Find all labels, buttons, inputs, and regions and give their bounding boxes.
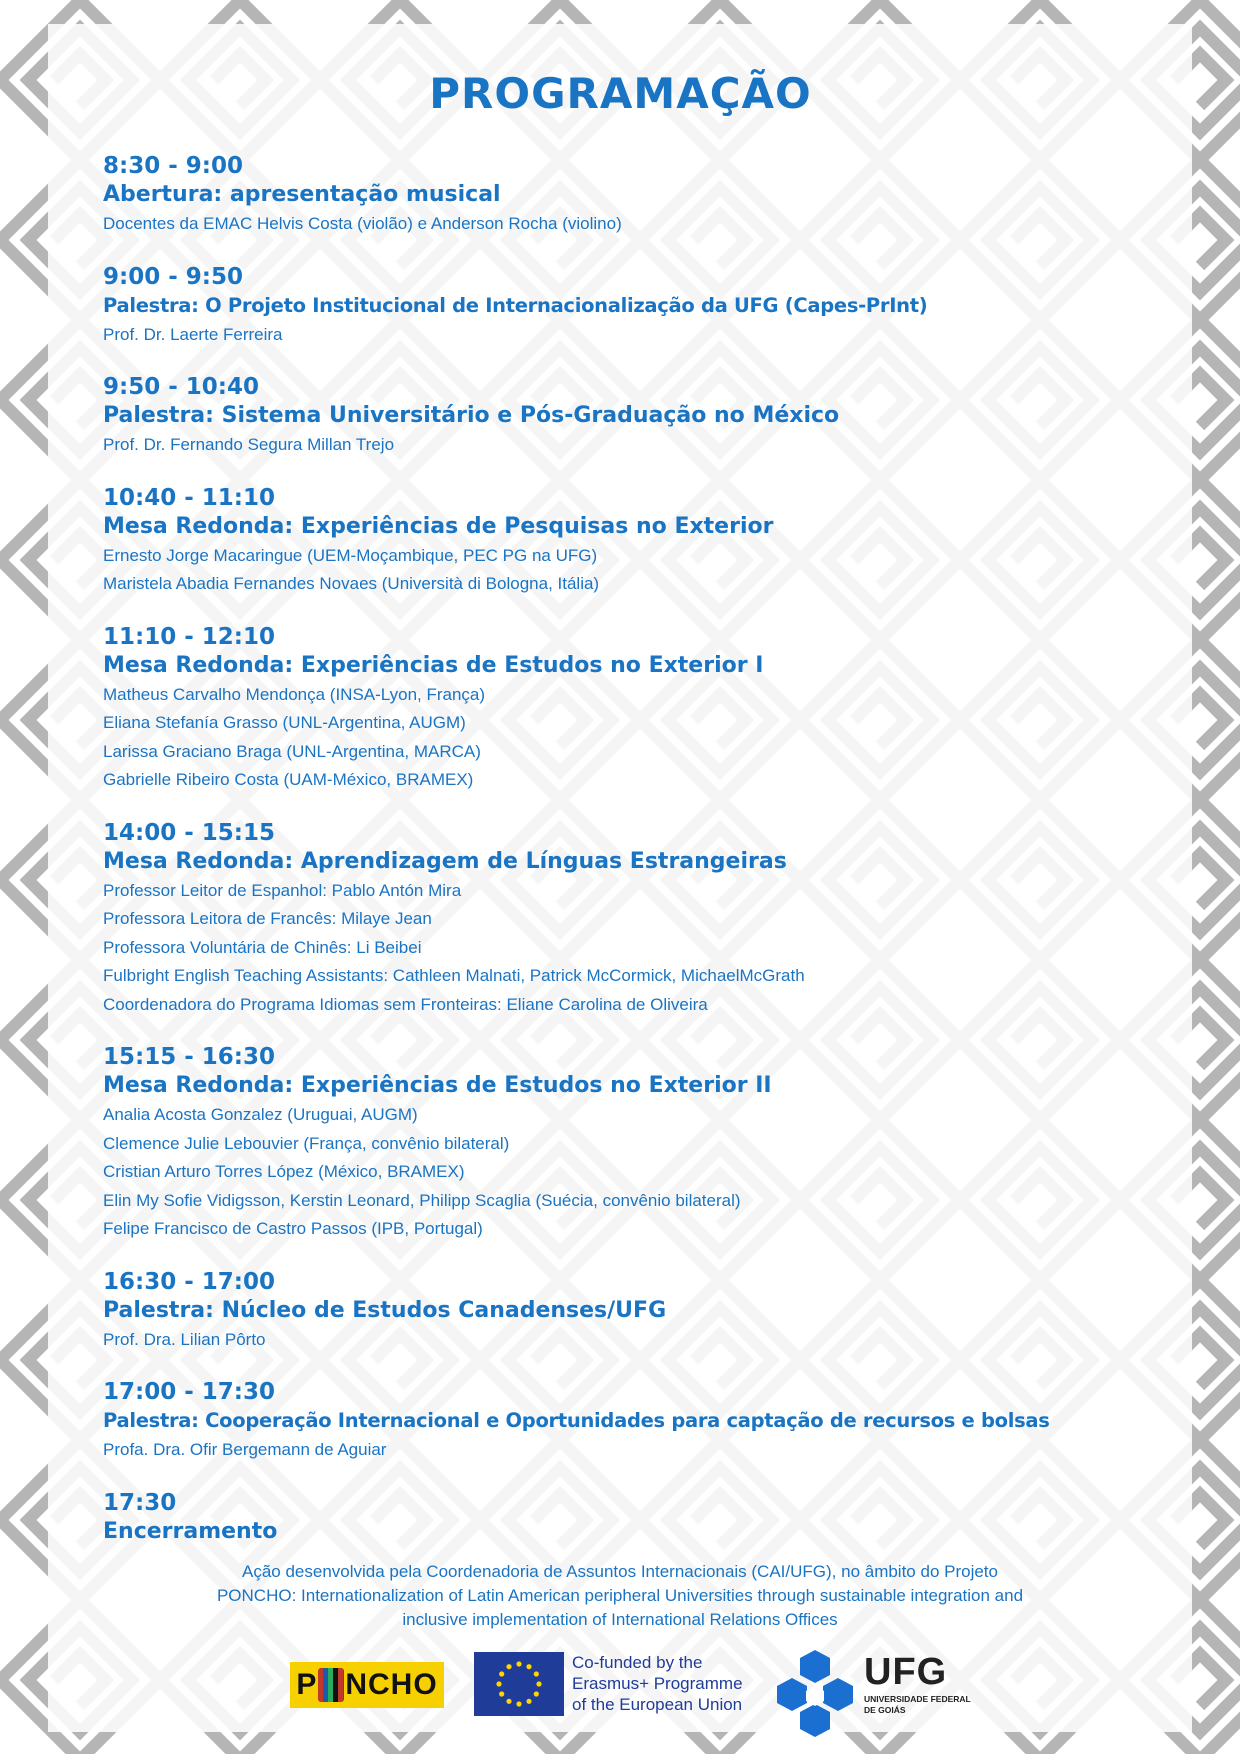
- session-speaker: Matheus Carvalho Mendonça (INSA-Lyon, França): [103, 684, 486, 704]
- session-speaker: Eliana Stefanía Grasso (UNL-Argentina, AUGM): [103, 713, 466, 732]
- session-time: 17:30: [103, 1489, 177, 1516]
- footer-line: Ação desenvolvida pela Coordenadoria de Assuntos Internacionais (CAI/UFG), no âmbito do Projeto: [242, 1562, 998, 1581]
- eu-flag-icon: [474, 1652, 564, 1716]
- session-speaker: Gabrielle Ribeiro Costa (UAM-México, BRAMEX): [103, 770, 474, 789]
- session-speaker: Ernesto Jorge Macaringue (UEM-Moçambique, PEC PG na UFG): [103, 545, 598, 565]
- session-block: [103, 152, 1183, 239]
- eu-star-icon: [516, 1661, 521, 1666]
- session-block: [103, 623, 1183, 795]
- session-speaker: Cristian Arturo Torres López (México, BRAMEX): [103, 1162, 465, 1181]
- session-speaker: Coordenadora do Programa Idiomas sem Fronteiras: Eliane Carolina de Oliveira: [103, 994, 708, 1014]
- session-time: 8:30 - 9:00: [103, 153, 243, 179]
- session-speaker: Larissa Graciano Braga (UNL-Argentina, MARCA): [103, 741, 481, 761]
- session-speaker: Professora Leitora de Francês: Milaye Jean: [103, 909, 432, 928]
- poncho-logo: [290, 1662, 444, 1708]
- session-block: [103, 819, 1183, 1020]
- session-speaker: Professor Leitor de Espanhol: Pablo Antón Mira: [103, 880, 462, 900]
- session-title: Palestra: Sistema Universitário e Pós-Graduação no México: [103, 403, 840, 428]
- session-speaker: Profa. Dra. Ofir Bergemann de Aguiar: [103, 1440, 387, 1459]
- session-block: [103, 263, 1183, 350]
- session-block: [103, 1268, 1183, 1355]
- session-speaker: Prof. Dr. Laerte Ferreira: [103, 324, 283, 344]
- session-time: 17:00 - 17:30: [103, 1379, 275, 1405]
- session-title: Palestra: Cooperação Internacional e Oportunidades para captação de recursos e bolsas: [103, 1409, 1050, 1432]
- session-title: Mesa Redonda: Experiências de Estudos no Exterior II: [103, 1073, 772, 1098]
- session-speaker: Fulbright English Teaching Assistants: Cathleen Malnati, Patrick McCormick, MichaelMcGrath: [103, 966, 805, 985]
- session-title: Encerramento: [103, 1518, 278, 1544]
- session-title: Mesa Redonda: Aprendizagem de Línguas Estrangeiras: [103, 848, 787, 874]
- eu-star-icon: [499, 1671, 504, 1676]
- eu-star-icon: [536, 1681, 541, 1686]
- session-time: 9:50 - 10:40: [103, 374, 259, 400]
- session-speaker: Maristela Abadia Fernandes Novaes (Università di Bologna, Itália): [103, 574, 600, 593]
- logo-bar: [0, 1648, 1240, 1732]
- eu-star-icon: [526, 1664, 531, 1669]
- session-speaker: Felipe Francisco de Castro Passos (IPB, Portugal): [103, 1219, 483, 1238]
- session-time: 15:15 - 16:30: [103, 1044, 275, 1070]
- session-speaker: Clemence Julie Lebouvier (França, convênio bilateral): [103, 1133, 510, 1153]
- poncho-pattern-icon: [318, 1668, 344, 1702]
- eu-star-icon: [516, 1701, 521, 1706]
- session-title: Palestra: O Projeto Institucional de Internacionalização da UFG (Capes-PrInt): [103, 293, 928, 317]
- ufg-wordmark: UFG: [864, 1651, 948, 1693]
- session-time: 9:00 - 9:50: [103, 263, 243, 290]
- eu-star-icon: [496, 1681, 501, 1686]
- session-list: [103, 152, 1183, 1547]
- ufg-hexagon-logo-icon: [770, 1648, 860, 1738]
- session-time: 14:00 - 15:15: [103, 819, 275, 846]
- footer-line: PONCHO: Internationalization of Latin American peripheral Universities through sustainable integration and: [216, 1586, 1024, 1605]
- program-content: [103, 64, 1183, 1571]
- eu-star-icon: [534, 1691, 539, 1696]
- footer-line: inclusive implementation of International Relations Offices: [402, 1610, 838, 1629]
- session-speaker: Docentes da EMAC Helvis Costa (violão) e Anderson Rocha (violino): [103, 214, 622, 233]
- session-title: Mesa Redonda: Experiências de Pesquisas no Exterior: [103, 513, 774, 539]
- session-speaker: Professora Voluntária de Chinês: Li Beibei: [103, 937, 422, 957]
- eu-star-icon: [526, 1699, 531, 1704]
- session-speaker: Prof. Dr. Fernando Segura Millan Trejo: [103, 435, 395, 454]
- eu-star-icon: [506, 1699, 511, 1704]
- eu-text-line: of the European Union: [572, 1695, 743, 1714]
- session-block: [103, 1043, 1183, 1244]
- session-time: 10:40 - 11:10: [103, 484, 275, 511]
- session-time: 11:10 - 12:10: [103, 623, 275, 650]
- session-block: [103, 373, 1183, 460]
- session-block: [103, 1378, 1183, 1465]
- ufg-subtitle: UNIVERSIDADE FEDERAL DE GOIÁS: [864, 1694, 971, 1715]
- session-time: 16:30 - 17:00: [103, 1268, 275, 1295]
- session-block: [103, 1489, 1183, 1547]
- session-title: Mesa Redonda: Experiências de Estudos no Exterior I: [103, 652, 764, 678]
- page-title: PROGRAMAÇÃO: [429, 69, 812, 118]
- session-speaker: Prof. Dra. Lilian Pôrto: [103, 1329, 266, 1349]
- eu-star-icon: [499, 1691, 504, 1696]
- eu-star-icon: [506, 1664, 511, 1669]
- footer-note: [140, 1560, 1100, 1632]
- erasmus-cofunded-text: [572, 1652, 762, 1715]
- session-title: Abertura: apresentação musical: [103, 182, 501, 207]
- session-title: Palestra: Núcleo de Estudos Canadenses/UFG: [103, 1297, 667, 1323]
- session-speaker: Analia Acosta Gonzalez (Uruguai, AUGM): [103, 1105, 418, 1124]
- eu-text-line: Co-funded by the: [572, 1653, 703, 1672]
- poncho-letter: P: [296, 1668, 318, 1701]
- eu-text-line: Erasmus+ Programme: [572, 1674, 743, 1693]
- eu-star-icon: [534, 1671, 539, 1676]
- session-block: [103, 484, 1183, 599]
- poncho-letters: NCHO: [345, 1668, 438, 1701]
- session-speaker: Elin My Sofie Vidigsson, Kerstin Leonard, Philipp Scaglia (Suécia, convênio bilateral): [103, 1190, 741, 1210]
